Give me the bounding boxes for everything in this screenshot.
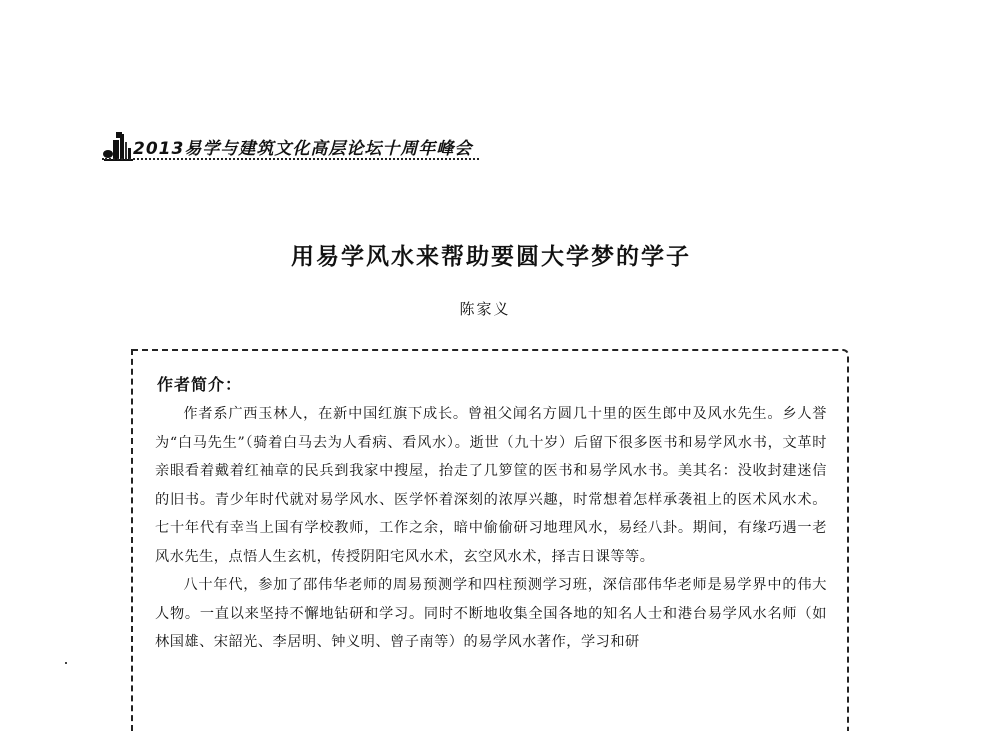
series-header-title: 2013易学与建筑文化高层论坛十周年峰会	[133, 139, 473, 159]
bio-heading: 作者简介：	[157, 375, 243, 394]
bio-paragraph: 作者系广西玉林人，在新中国红旗下成长。曾祖父闻名方圆几十里的医生郎中及风水先生。乡人誉为“白马先生”（骑着白马去为人看病、看风水）。逝世（九十岁）后留下很多医书和易学风水书，文革时亲眼看着戴着红袖章的民兵到我家中搜屋，抬走了几箩筐的医书和易学风水书。美其名：没收封建迷信的旧书。青少年时代就对易学风水、医学怀着深刻的浓厚兴趣，时常想着怎样承袭祖上的医术风水术。七十年代有幸当上国有学校教师，工作之余，暗中偷偷研习地理风水，易经八卦。期间，有缘巧遇一老风水先生，点悟人生玄机，传授阴阳宅风水术，玄空风水术，择吉日课等等。	[155, 406, 827, 565]
scan-speck	[65, 662, 67, 664]
bio-paragraph: 八十年代，参加了邵伟华老师的周易预测学和四柱预测学习班，深信邵伟华老师是易学界中的伟大人物。一直以来坚持不懈地钻研和学习。同时不断地收集全国各地的知名人士和港台易学风水名师（如林国雄、宋韶光、李居明、钟义明、曾子南等）的易学风水著作，学习和研	[155, 577, 827, 650]
author-name: 陈家义	[459, 300, 511, 318]
header-dotted-divider	[102, 158, 479, 160]
article-title: 用易学风水来帮助要圆大学梦的学子	[291, 244, 691, 270]
bio-body	[155, 400, 827, 657]
ancient-sculpture-emblem-icon	[102, 128, 134, 162]
